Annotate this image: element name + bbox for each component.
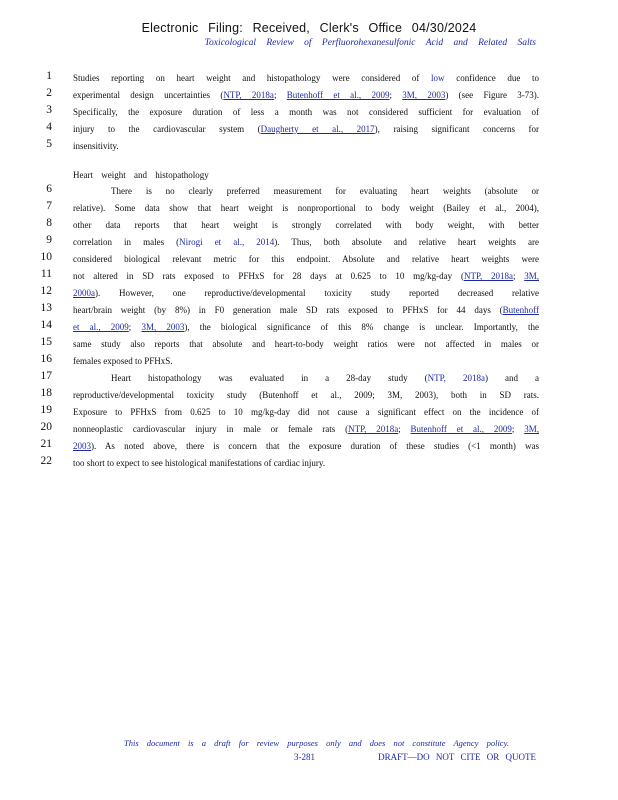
text-run: ) (see Figure 3-73). — [445, 90, 539, 100]
text-run: insensitivity. — [73, 141, 119, 151]
text-run: same study also reports that absolute and heart-to-body weight ratios were not affected in males or — [73, 339, 539, 349]
citation-link[interactable]: 3M, 2003 — [402, 90, 446, 100]
line-number: 1 — [46, 70, 52, 82]
line-number: 7 — [46, 200, 52, 212]
line-text — [73, 234, 539, 250]
line-number: 11 — [40, 268, 52, 280]
text-run: too short to expect to see histological manifestations of cardiac injury. — [73, 458, 326, 468]
line-number: 12 — [40, 285, 52, 297]
line-text — [73, 353, 539, 369]
text-run: Specifically, the exposure duration of less a month was not considered sufficient for evaluation of — [73, 107, 539, 117]
line-text — [73, 70, 539, 86]
line-text — [73, 138, 539, 154]
line-number: 14 — [40, 319, 52, 331]
text-run: Exposure to PFHxS from 0.625 to 10 mg/kg-day did not cause a significant effect on the incidence of — [73, 407, 539, 417]
citation-link[interactable]: Butenhoff et al., 2009 — [286, 90, 390, 100]
line-number: 19 — [40, 404, 52, 416]
text-run: injury to the cardiovascular system ( — [73, 124, 261, 134]
citation-link[interactable]: NTP, 2018a — [348, 424, 399, 434]
text-run: considered biological relevant metric for this endpoint. Absolute and relative heart weights were — [73, 254, 539, 264]
text-run: other data reports that heart weight is strongly correlated with body weight, with better — [73, 220, 539, 230]
page-number: 3-281 — [294, 752, 315, 762]
line-number: 2 — [46, 87, 52, 99]
line-text — [73, 217, 539, 233]
citation-link[interactable]: 2003 — [73, 441, 91, 451]
line-text — [73, 370, 539, 386]
line-number: 15 — [40, 336, 52, 348]
line-text — [73, 104, 539, 120]
text-run: low — [431, 73, 445, 83]
citation-link[interactable]: Butenhoff et al., 2009 — [410, 424, 512, 434]
text-run: Heart histopathology was evaluated in a 28-day study ( — [111, 373, 428, 383]
line-number: 6 — [46, 183, 52, 195]
text-run: ; — [273, 90, 287, 100]
text-run: ). As noted above, there is concern that the exposure duration of these studies (<1 month) was — [91, 441, 539, 451]
line-text — [73, 455, 539, 471]
line-number: 16 — [40, 353, 52, 365]
text-run: ). Thus, both absolute and relative heart weights are — [274, 237, 539, 247]
text-run: Nirogi et al., 2014 — [179, 237, 275, 247]
line-text — [73, 121, 539, 137]
line-number: 5 — [46, 138, 52, 150]
citation-link[interactable]: 3M, — [524, 424, 539, 434]
text-run: ; — [398, 424, 411, 434]
line-text — [73, 319, 539, 335]
section-heading: Heart weight and histopathology — [73, 170, 209, 180]
citation-link[interactable]: NTP, 2018a — [463, 271, 513, 281]
line-number: 20 — [40, 421, 52, 433]
citation-link[interactable]: Daugherty et al., 2017 — [260, 124, 375, 134]
line-text — [73, 200, 539, 216]
citation-link[interactable]: et al., 2009 — [73, 322, 129, 332]
citation-link[interactable]: NTP, 2018a — [223, 90, 274, 100]
text-run: relative). Some data show that heart weight is nonproportional to body weight (Bailey et al., 2004), — [73, 203, 539, 213]
citation-link[interactable]: 3M, — [524, 271, 539, 281]
line-number: 21 — [40, 438, 52, 450]
citation-link[interactable]: 3M, 2003 — [141, 322, 185, 332]
line-text — [73, 251, 539, 267]
text-run: not altered in SD rats exposed to PFHxS for 28 days at 0.625 to 10 mg/kg-day ( — [73, 271, 464, 281]
line-number: 4 — [46, 121, 52, 133]
line-text — [73, 438, 539, 454]
text-run: ; — [389, 90, 403, 100]
line-text — [73, 302, 539, 318]
text-run: ), raising significant concerns for — [374, 124, 539, 134]
text-run: females exposed to PFHxS. — [73, 356, 173, 366]
text-run: ). However, one reproductive/developmental toxicity study reported decreased relative — [95, 288, 539, 298]
line-text — [73, 268, 539, 284]
draft-disclaimer: This document is a draft for review purposes only and does not constitute Agency policy. — [124, 738, 510, 748]
line-number: 3 — [46, 104, 52, 116]
line-text — [73, 183, 539, 199]
text-run: NTP, 2018a — [427, 373, 485, 383]
line-number: 18 — [40, 387, 52, 399]
text-run: reproductive/developmental toxicity study (Butenhoff et al., 2009; 3M, 2003), both in SD rats. — [73, 390, 539, 400]
text-run: ; — [128, 322, 142, 332]
text-run: ; — [512, 271, 525, 281]
text-run: ) and a — [484, 373, 539, 383]
text-run: nonneoplastic cardiovascular injury in male or female rats ( — [73, 424, 349, 434]
line-number: 10 — [40, 251, 52, 263]
running-head: Toxicological Review of Perfluorohexanesulfonic Acid and Related Salts — [204, 38, 536, 48]
text-run: correlation in males ( — [73, 237, 180, 247]
text-run: ), the biological significance of this 8% change is unclear. Importantly, the — [184, 322, 539, 332]
text-run: confidence due to — [444, 73, 539, 83]
text-run: There is no clearly preferred measurement for evaluating heart weights (absolute or — [111, 186, 539, 196]
draft-notice: DRAFT—DO NOT CITE OR QUOTE — [378, 752, 536, 762]
line-number: 17 — [40, 370, 52, 382]
text-run: heart/brain weight (by 8%) in F0 generation male SD rats exposed to PFHxS for 44 days ( — [73, 305, 503, 315]
text-run: Studies reporting on heart weight and histopathology were considered of — [73, 73, 432, 83]
line-text — [73, 336, 539, 352]
line-text — [73, 404, 539, 420]
line-text — [73, 387, 539, 403]
line-text — [73, 87, 539, 103]
line-number: 13 — [40, 302, 52, 314]
citation-link[interactable]: Butenhoff — [502, 305, 539, 315]
text-run: experimental design uncertainties ( — [73, 90, 224, 100]
line-text — [73, 285, 539, 301]
line-number: 9 — [46, 234, 52, 246]
electronic-filing-stamp: Electronic Filing: Received, Clerk's Office 04/30/2024 — [141, 21, 477, 35]
line-number: 8 — [46, 217, 52, 229]
line-text — [73, 421, 539, 437]
citation-link[interactable]: 2000a — [73, 288, 95, 298]
line-number: 22 — [40, 455, 52, 467]
text-run: ; — [511, 424, 525, 434]
